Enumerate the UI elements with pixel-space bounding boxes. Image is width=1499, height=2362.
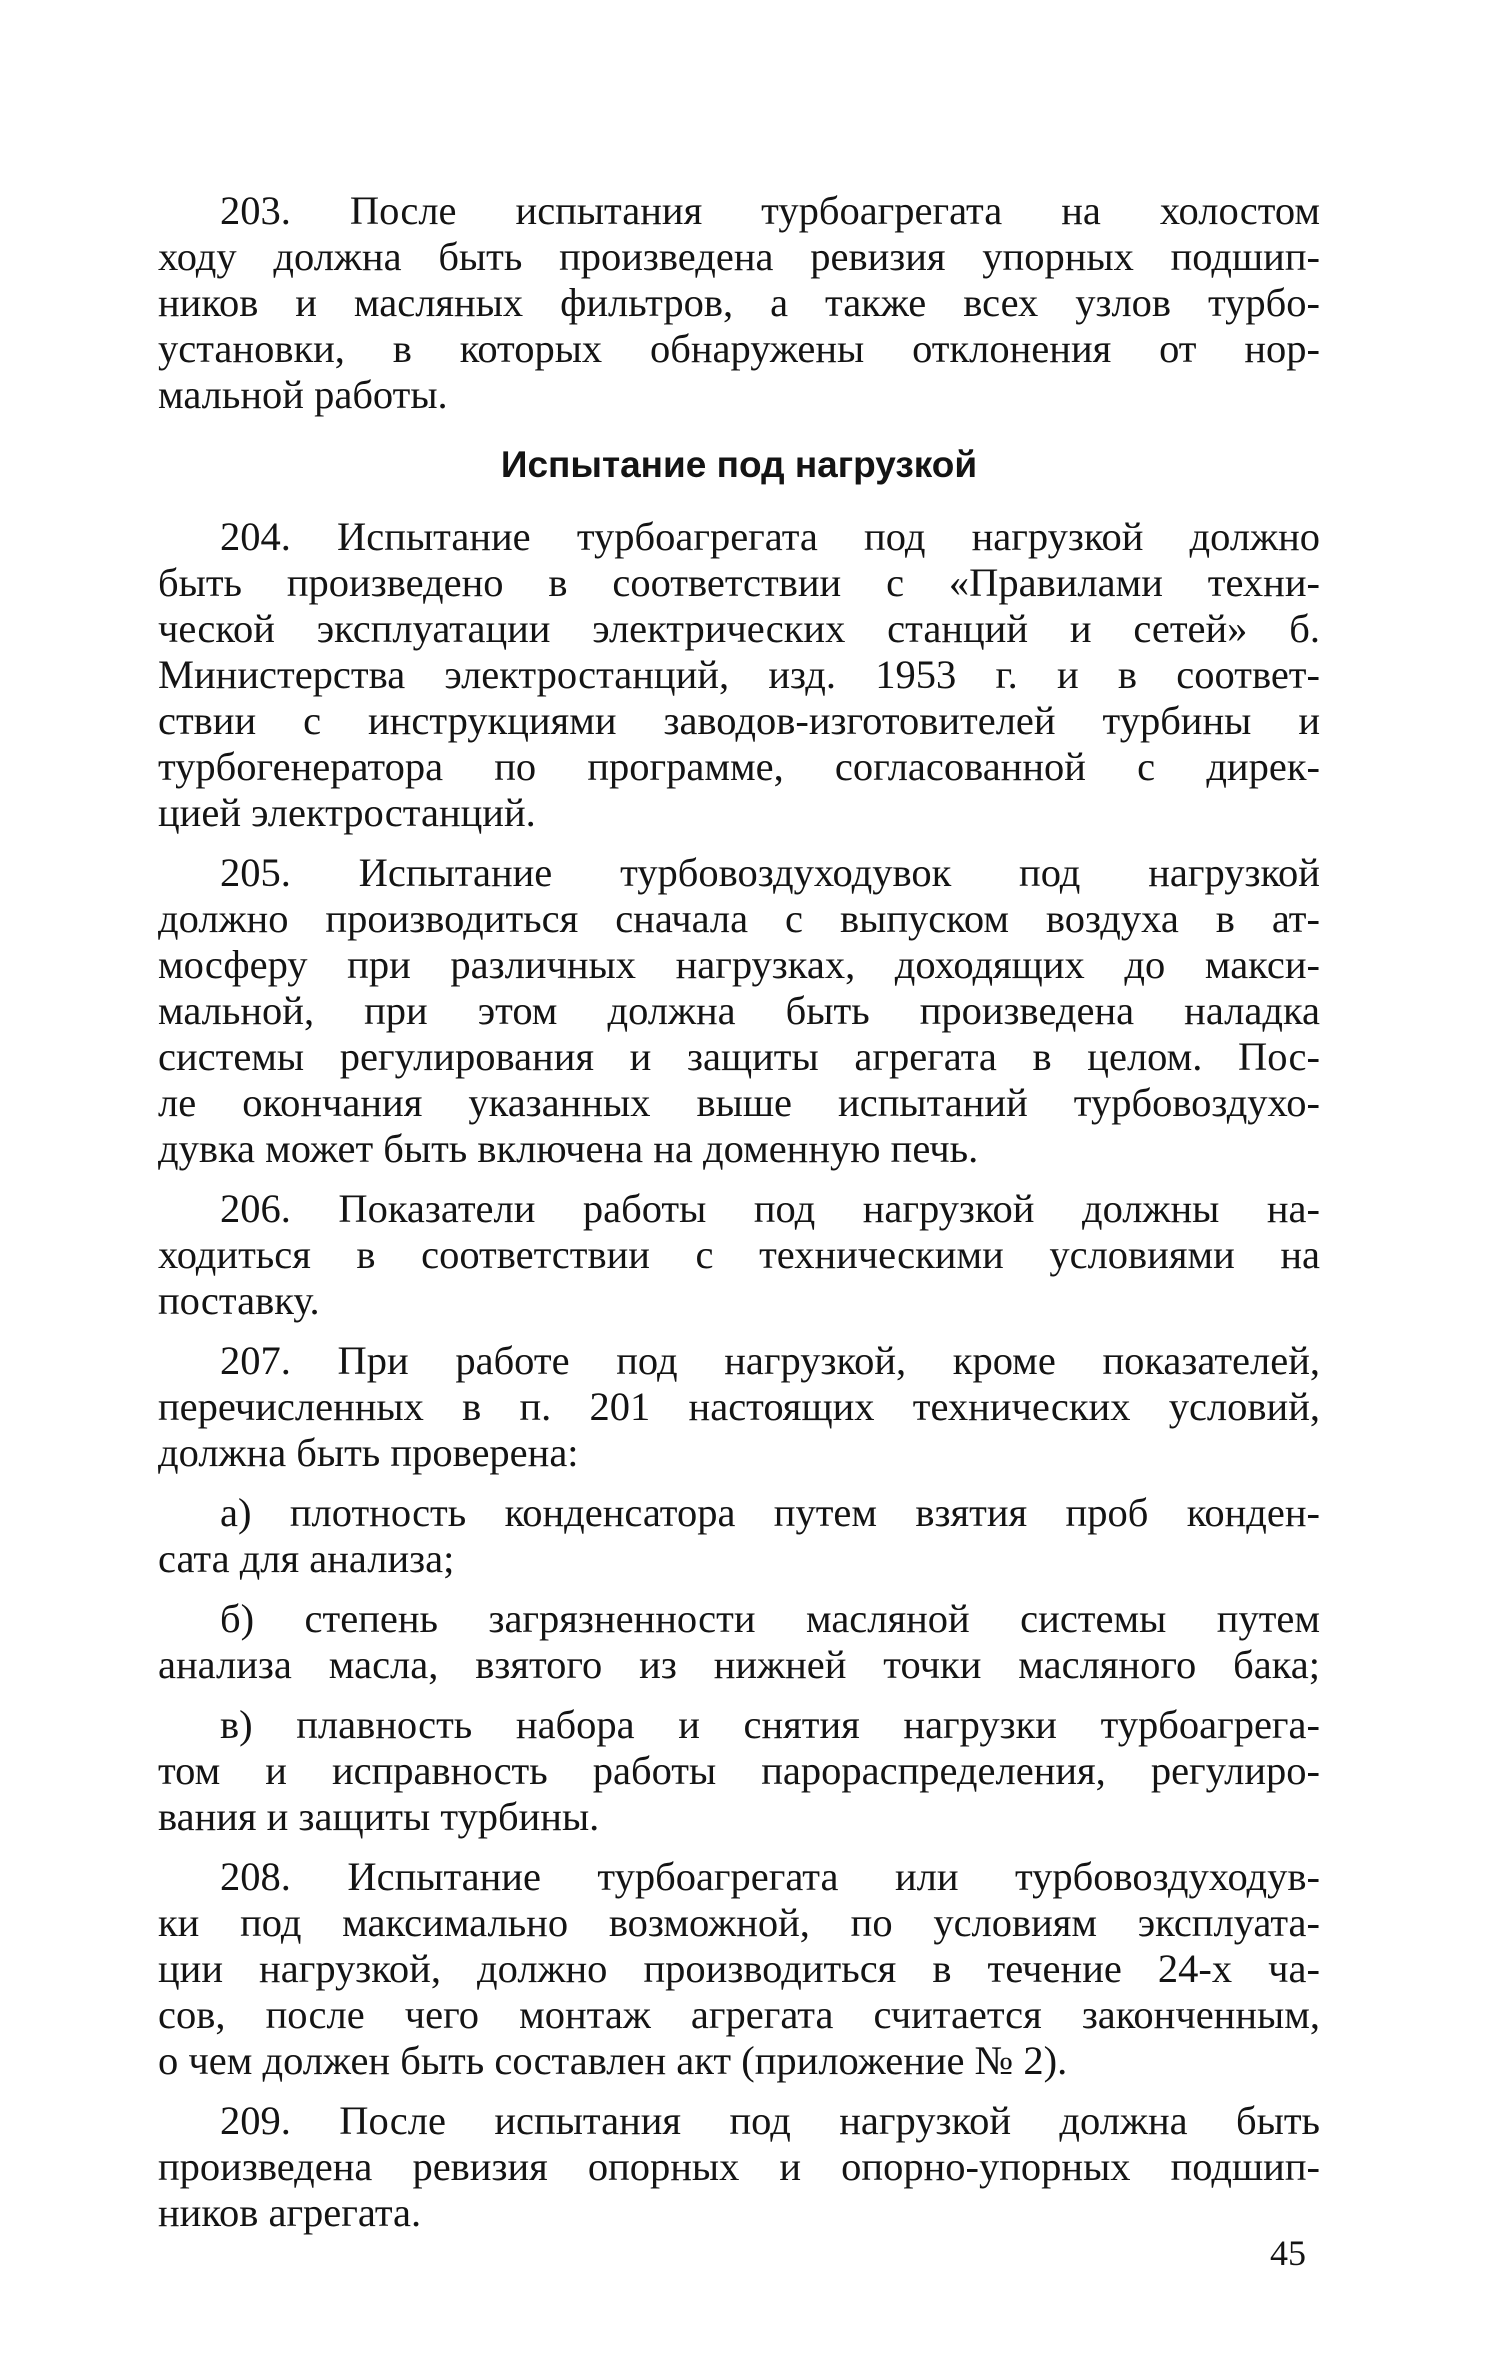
text-line: вания и защиты турбины. (158, 1794, 600, 1839)
text-line: а) плотность конденсатора путем взятия проб конден- (220, 1490, 1320, 1535)
text-line: 204. Испытание турбоагрегата под нагрузкой должно (220, 514, 1320, 559)
text-line: должна быть проверена: (158, 1430, 579, 1475)
text-line: мосферу при различных нагрузках, доходящих до макси- (158, 942, 1320, 987)
text-line: ствии с инструкциями заводов-изготовителей турбины и (158, 698, 1320, 743)
page-body (158, 188, 1320, 2250)
list-item-207c (158, 1702, 1320, 1840)
text-line: 209. После испытания под нагрузкой должна быть (220, 2098, 1320, 2143)
text-line: поставку. (158, 1278, 320, 1323)
text-line: дувка может быть включена на доменную печь. (158, 1126, 979, 1171)
text-line: ходу должна быть произведена ревизия упорных подшип- (158, 234, 1320, 279)
text-line: том и исправность работы парораспределения, регулиро- (158, 1748, 1320, 1793)
text-line: 205. Испытание турбовоздуходувок под нагрузкой (220, 850, 1320, 895)
text-line: перечисленных в п. 201 настоящих технических условий, (158, 1384, 1320, 1429)
text-line: 206. Показатели работы под нагрузкой должны на- (220, 1186, 1320, 1231)
paragraph-209 (158, 2098, 1320, 2236)
text-line: 207. При работе под нагрузкой, кроме показателей, (220, 1338, 1320, 1383)
section-heading: Испытание под нагрузкой (500, 444, 978, 485)
text-line: цией электростанций. (158, 790, 536, 835)
text-line: 203. После испытания турбоагрегата на холостом (220, 188, 1320, 233)
text-line: Министерства электростанций, изд. 1953 г. и в соответ- (158, 652, 1320, 697)
paragraph-203 (158, 188, 1320, 418)
text-line: мальной работы. (158, 372, 448, 417)
paragraph-205 (158, 850, 1320, 1172)
text-line: в) плавность набора и снятия нагрузки турбоагрега- (220, 1702, 1320, 1747)
text-line: ческой эксплуатации электрических станций и сетей» б. (158, 606, 1320, 651)
text-line: должно производиться сначала с выпуском воздуха в ат- (158, 896, 1320, 941)
text-line: 208. Испытание турбоагрегата или турбовоздуходув- (220, 1854, 1320, 1899)
text-line: мальной, при этом должна быть произведена наладка (158, 988, 1320, 1033)
text-line: сата для анализа; (158, 1536, 455, 1581)
text-line: анализа масла, взятого из нижней точки масляного бака; (158, 1642, 1320, 1687)
list-item-207b (158, 1596, 1320, 1688)
text-line: ки под максимально возможной, по условиям эксплуата- (158, 1900, 1320, 1945)
page-number: 45 (1270, 2233, 1306, 2273)
list-item-207a (158, 1490, 1320, 1582)
text-line: системы регулирования и защиты агрегата в целом. Пос- (158, 1034, 1320, 1079)
text-line: быть произведено в соответствии с «Правилами техни- (158, 560, 1320, 605)
text-line: установки, в которых обнаружены отклонения от нор- (158, 326, 1320, 371)
text-line: о чем должен быть составлен акт (приложение № 2). (158, 2038, 1068, 2083)
text-line: произведена ревизия опорных и опорно-упорных подшип- (158, 2144, 1320, 2189)
paragraph-207 (158, 1338, 1320, 1476)
text-line: ходиться в соответствии с техническими условиями на (158, 1232, 1320, 1277)
text-line: ле окончания указанных выше испытаний турбовоздухо- (158, 1080, 1320, 1125)
paragraph-204 (158, 514, 1320, 836)
text-line: б) степень загрязненности масляной системы путем (220, 1596, 1320, 1641)
text-line: ников и масляных фильтров, а также всех узлов турбо- (158, 280, 1320, 325)
paragraph-206 (158, 1186, 1320, 1324)
text-line: ников агрегата. (158, 2190, 422, 2235)
text-line: ции нагрузкой, должно производиться в течение 24-х ча- (158, 1946, 1320, 1991)
text-line: турбогенератора по программе, согласованной с дирек- (158, 744, 1320, 789)
text-line: сов, после чего монтаж агрегата считается законченным, (158, 1992, 1320, 2037)
paragraph-208 (158, 1854, 1320, 2084)
